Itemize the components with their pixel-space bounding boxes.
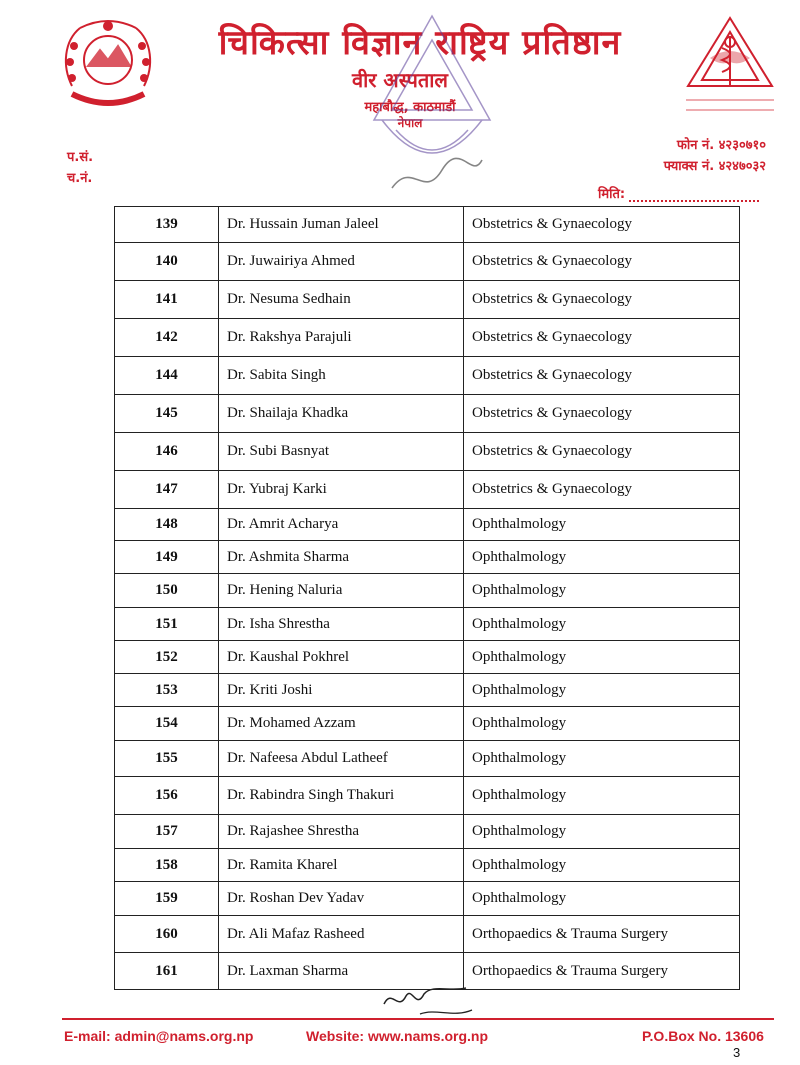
department-cell: Obstetrics & Gynaecology — [464, 243, 740, 281]
department-cell: Ophthalmology — [464, 882, 740, 916]
table-row — [115, 741, 740, 777]
table-row — [115, 608, 740, 641]
dispatch-number-label: च.नं. — [67, 171, 93, 186]
table-row — [115, 641, 740, 674]
serial-number-cell: 149 — [115, 541, 219, 574]
table-row — [115, 916, 740, 953]
serial-number-cell: 147 — [115, 471, 219, 509]
serial-number-cell: 140 — [115, 243, 219, 281]
serial-number-cell: 151 — [115, 608, 219, 641]
phone-number: फोन नं. ४२३०७१० — [676, 138, 766, 153]
table-row — [115, 243, 740, 281]
serial-number-cell: 144 — [115, 357, 219, 395]
table-row — [115, 777, 740, 815]
table-row — [115, 707, 740, 741]
table-row — [115, 574, 740, 608]
footer-website: Website: www.nams.org.np — [306, 1028, 489, 1044]
serial-number-cell: 160 — [115, 916, 219, 953]
table-row — [115, 882, 740, 916]
serial-number-cell: 157 — [115, 815, 219, 849]
doctor-name-cell: Dr. Sabita Singh — [219, 357, 464, 395]
department-cell: Obstetrics & Gynaecology — [464, 281, 740, 319]
table-row — [115, 815, 740, 849]
date-label: मिति: — [598, 187, 626, 202]
serial-number-cell: 161 — [115, 953, 219, 990]
department-cell: Ophthalmology — [464, 641, 740, 674]
serial-number-cell: 159 — [115, 882, 219, 916]
serial-number-cell: 141 — [115, 281, 219, 319]
serial-number-cell: 156 — [115, 777, 219, 815]
doctor-name-cell: Dr. Rabindra Singh Thakuri — [219, 777, 464, 815]
table-row — [115, 281, 740, 319]
date-field — [598, 184, 759, 202]
doctor-name-cell: Dr. Shailaja Khadka — [219, 395, 464, 433]
institution-title: चिकित्सा विज्ञान राष्ट्रिय प्रतिष्ठान — [218, 23, 622, 63]
department-cell: Ophthalmology — [464, 608, 740, 641]
department-cell: Orthopaedics & Trauma Surgery — [464, 916, 740, 953]
nepal-emblem-icon — [58, 16, 158, 112]
department-cell: Ophthalmology — [464, 741, 740, 777]
table-row — [115, 509, 740, 541]
doctor-name-cell: Dr. Yubraj Karki — [219, 471, 464, 509]
serial-number-cell: 145 — [115, 395, 219, 433]
address: महाबौद्ध, काठमाडौं — [364, 100, 456, 115]
letter-number-label: प.सं. — [67, 150, 94, 165]
hospital-name: वीर अस्पताल — [351, 68, 448, 92]
table-row — [115, 319, 740, 357]
table-row — [115, 433, 740, 471]
table-row — [115, 357, 740, 395]
table-row — [115, 849, 740, 882]
footer-pobox: P.O.Box No. 13606 — [642, 1028, 764, 1044]
serial-number-cell: 152 — [115, 641, 219, 674]
doctor-name-cell: Dr. Kaushal Pokhrel — [219, 641, 464, 674]
table-row — [115, 395, 740, 433]
fax-number: फ्याक्स नं. ४२४७०३२ — [663, 159, 766, 174]
department-cell: Orthopaedics & Trauma Surgery — [464, 953, 740, 990]
doctor-name-cell: Dr. Roshan Dev Yadav — [219, 882, 464, 916]
serial-number-cell: 146 — [115, 433, 219, 471]
doctor-name-cell: Dr. Ali Mafaz Rasheed — [219, 916, 464, 953]
doctor-roster-table — [114, 206, 740, 990]
department-cell: Obstetrics & Gynaecology — [464, 207, 740, 243]
serial-number-cell: 142 — [115, 319, 219, 357]
serial-number-cell: 150 — [115, 574, 219, 608]
department-cell: Ophthalmology — [464, 707, 740, 741]
doctor-name-cell: Dr. Rajashee Shrestha — [219, 815, 464, 849]
doctor-name-cell: Dr. Laxman Sharma — [219, 953, 464, 990]
footer-email: E-mail: admin@nams.org.np — [64, 1028, 254, 1044]
doctor-name-cell: Dr. Isha Shrestha — [219, 608, 464, 641]
doctor-name-cell: Dr. Mohamed Azzam — [219, 707, 464, 741]
table-row — [115, 674, 740, 707]
nams-logo-icon — [680, 14, 780, 122]
page-number: 3 — [733, 1045, 741, 1060]
department-cell: Ophthalmology — [464, 674, 740, 707]
department-cell: Obstetrics & Gynaecology — [464, 395, 740, 433]
doctor-name-cell: Dr. Ashmita Sharma — [219, 541, 464, 574]
serial-number-cell: 154 — [115, 707, 219, 741]
doctor-name-cell: Dr. Amrit Acharya — [219, 509, 464, 541]
department-cell: Obstetrics & Gynaecology — [464, 319, 740, 357]
signature-icon — [380, 982, 490, 1022]
serial-number-cell: 158 — [115, 849, 219, 882]
department-cell: Obstetrics & Gynaecology — [464, 433, 740, 471]
doctor-name-cell: Dr. Rakshya Parajuli — [219, 319, 464, 357]
office-stamp-icon — [352, 10, 512, 190]
country: नेपाल — [397, 116, 423, 130]
department-cell: Ophthalmology — [464, 574, 740, 608]
department-cell: Ophthalmology — [464, 777, 740, 815]
doctor-name-cell: Dr. Subi Basnyat — [219, 433, 464, 471]
footer-divider — [62, 1018, 774, 1020]
table-row — [115, 541, 740, 574]
doctor-name-cell: Dr. Juwairiya Ahmed — [219, 243, 464, 281]
doctor-name-cell: Dr. Nafeesa Abdul Latheef — [219, 741, 464, 777]
table-row — [115, 471, 740, 509]
department-cell: Obstetrics & Gynaecology — [464, 357, 740, 395]
doctor-name-cell: Dr. Nesuma Sedhain — [219, 281, 464, 319]
serial-number-cell: 139 — [115, 207, 219, 243]
department-cell: Ophthalmology — [464, 541, 740, 574]
serial-number-cell: 153 — [115, 674, 219, 707]
serial-number-cell: 155 — [115, 741, 219, 777]
department-cell: Ophthalmology — [464, 849, 740, 882]
table-row — [115, 207, 740, 243]
department-cell: Obstetrics & Gynaecology — [464, 471, 740, 509]
doctor-name-cell: Dr. Hening Naluria — [219, 574, 464, 608]
doctor-name-cell: Dr. Ramita Kharel — [219, 849, 464, 882]
department-cell: Ophthalmology — [464, 509, 740, 541]
department-cell: Ophthalmology — [464, 815, 740, 849]
doctor-name-cell: Dr. Kriti Joshi — [219, 674, 464, 707]
serial-number-cell: 148 — [115, 509, 219, 541]
doctor-name-cell: Dr. Hussain Juman Jaleel — [219, 207, 464, 243]
